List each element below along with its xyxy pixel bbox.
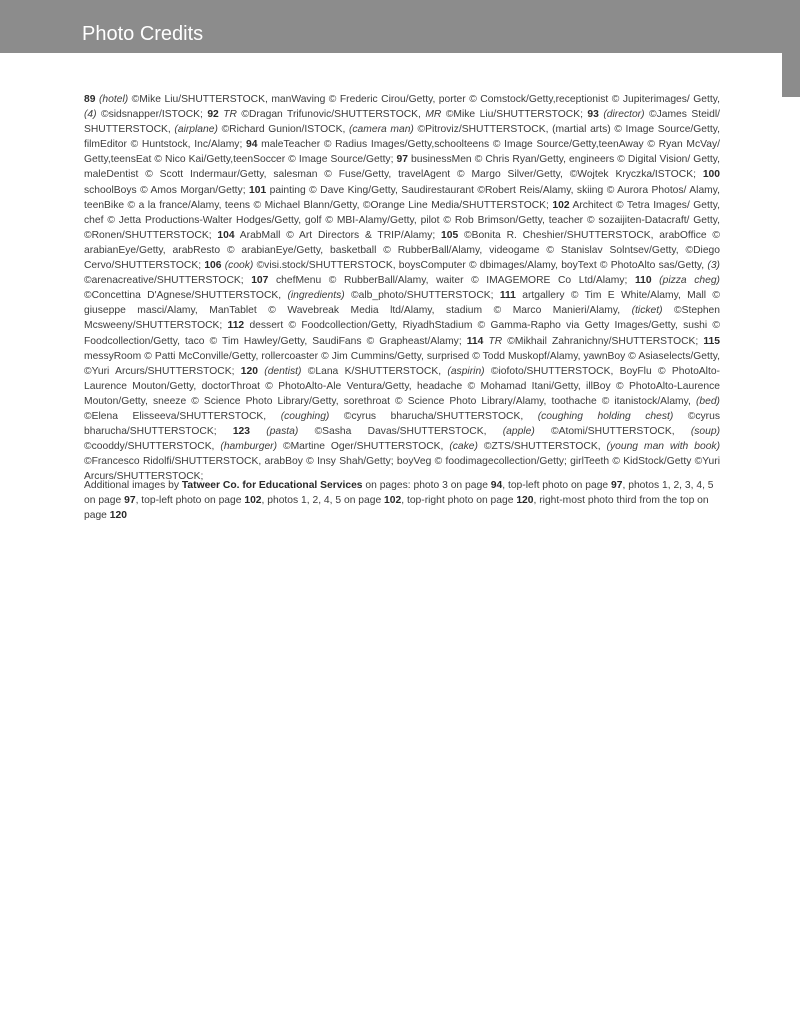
credit-text: ©cyrus bharucha/SHUTTERSTOCK,	[329, 410, 538, 422]
photo-descriptor: (hamburger)	[220, 441, 278, 453]
credit-text: ArabMall © Art Directors & TRIP/Alamy;	[234, 229, 442, 241]
credit-text: ©arenacreative/SHUTTERSTOCK;	[84, 275, 252, 287]
credit-text: , photos 1, 2, 3, 4, 5 on page	[84, 480, 714, 507]
page-number: 102	[384, 495, 402, 507]
credit-text: ©Sasha Davas/SHUTTERSTOCK,	[298, 426, 503, 438]
page-title: Photo Credits	[82, 23, 204, 45]
page-number: 89	[84, 94, 96, 105]
page-number: 104	[217, 229, 235, 241]
credit-text: ©Richard Gunion/ISTOCK,	[217, 124, 349, 136]
photo-descriptor: TR	[223, 109, 237, 121]
page-number: 114	[466, 335, 484, 347]
photo-descriptor: (pasta)	[266, 426, 299, 438]
page-number: 94	[490, 480, 503, 491]
credit-text: , top-right photo on page	[401, 495, 517, 507]
credit-text: ©Mike Liu/SHUTTERSTOCK, manWaving © Frederic Cirou/Getty, porter © Comstock/Getty,receptionist © Jupiterimages/ Getty,	[128, 94, 720, 105]
credit-text: ©Mikhail Zahranichny/SHUTTERSTOCK;	[502, 335, 704, 347]
page-number: 97	[124, 495, 136, 507]
photo-descriptor: MR	[425, 109, 442, 121]
photo-descriptor: (cook)	[224, 260, 254, 272]
credit-text	[250, 426, 266, 437]
page-number: 111	[499, 290, 516, 302]
credit-text: messyRoom © Patti McConville/Getty, rollercoaster © Jim Cummins/Getty, surprised © Todd Muskopf/Alamy, yawnBoy © Asiaselects/Getty, ©Yuri Arcurs/SHUTTERSTOCK;	[84, 350, 720, 377]
credit-text: ©Atomi/SHUTTERSTOCK,	[534, 426, 691, 438]
credit-text: , photos 1, 2, 4, 5 on page	[261, 495, 385, 507]
credit-text: schoolBoys © Amos Morgan/Getty;	[84, 184, 249, 196]
photo-descriptor: (apple)	[502, 426, 535, 438]
photo-descriptor: TR	[488, 335, 503, 347]
page-number: 102	[244, 495, 262, 507]
side-tab	[782, 53, 800, 97]
page-number: 120	[516, 495, 534, 507]
credit-text: ©cooddy/SHUTTERSTOCK,	[84, 441, 221, 453]
photo-credits-text	[84, 92, 720, 484]
photo-descriptor: (pizza cheg)	[659, 275, 720, 287]
credit-text: maleTeacher © Radius Images/Getty,schoolteens © Image Source/Getty,teenAway © Ryan McVay/ Getty,teensEat © Nico Kai/Getty,teenSoccer © Image Source/Getty;	[84, 139, 720, 166]
page-number: 92	[207, 109, 219, 121]
photo-descriptor: (camera man)	[348, 124, 414, 136]
page-number: 101	[249, 184, 267, 196]
photo-descriptor: (coughing)	[280, 410, 330, 422]
credit-text: chefMenu © RubberBall/Alamy, waiter © IMAGEMORE Co Ltd/Alamy;	[268, 275, 635, 287]
credit-text: ©Stephen Mcsweeny/SHUTTERSTOCK;	[84, 305, 720, 332]
page-number: 120	[240, 365, 258, 377]
credit-text: ©cyrus bharucha/SHUTTERSTOCK;	[84, 410, 720, 438]
page-number: 110	[634, 275, 652, 287]
credit-text: , top-left photo on page	[135, 495, 245, 507]
page-number: 107	[251, 275, 269, 287]
credit-text: businessMen © Chris Ryan/Getty, engineers © Digital Vision/ Getty, maleDentist © Scott Indermaur/Getty, salesman © Fuse/Getty, travelAgent © Margo Silver/Getty, ©Wojtek Kryczka/ISTOCK;	[84, 154, 721, 181]
credit-text: Architect © Tetra Images/ Getty, chef © Jetta Productions-Walter Hodges/Getty, golf © MBI-Alamy/Getty, pilot © Rob Brimson/Getty, teacher © sozaijiten-Datacraft/ Getty, ©Ronen/SHUTTERSTOCK;	[84, 199, 720, 241]
page-number: 105	[441, 229, 459, 241]
photo-descriptor: (ticket)	[631, 305, 663, 317]
photo-descriptor: (ingredients)	[287, 290, 345, 302]
credit-text: ©visi.stock/SHUTTERSTOCK, boysComputer © dbimages/Alamy, boyText © PhotoAlto sas/Getty,	[253, 260, 708, 272]
page-number: 94	[246, 139, 258, 151]
credit-text: ©Francesco Ridolfi/SHUTTERSTOCK, arabBoy © Insy Shah/Getty; boyVeg © foodimagecollection/Getty; girlTeeth © KidStock/Getty ©Yuri Arcurs/SHUTTERSTOCK;	[84, 456, 720, 483]
page-number: 112	[227, 320, 245, 332]
photo-descriptor: (soup)	[690, 426, 720, 438]
page-number: 100	[702, 169, 720, 181]
photo-descriptor: (director)	[603, 109, 645, 121]
additional-images-text	[84, 478, 720, 523]
credit-text: Additional images by	[84, 480, 182, 491]
credit-text: ©ZTS/SHUTTERSTOCK,	[477, 441, 607, 453]
credit-text: ©Concettina D'Agnese/SHUTTERSTOCK,	[84, 290, 288, 302]
credit-text: ©James Steidl/ SHUTTERSTOCK,	[84, 109, 720, 136]
photo-descriptor: (young man with book)	[606, 441, 720, 453]
credit-text: artgallery © Tim E White/Alamy, Mall © giuseppe masci/Alamy, ManTablet © Wavebreak Media ltd/Alamy, stadium © Marco Manieri/Alamy,	[84, 290, 720, 317]
credit-text: dessert © Foodcollection/Getty, RiyadhStadium © Gamma-Rapho via Getty Images/Getty, sushi © Foodcollection/Getty, taco © Tim Hawley/Getty, SaudiFans © Grapheast/Alamy;	[84, 320, 720, 347]
credit-text: ©Lana K/SHUTTERSTOCK,	[301, 365, 448, 377]
page-number: 102	[552, 199, 570, 211]
credit-text: ©Dragan Trifunovic/SHUTTERSTOCK,	[236, 109, 426, 121]
credit-text: ©sidsnapper/ISTOCK;	[96, 109, 208, 121]
credit-text: on pages: photo 3 on page	[362, 480, 491, 491]
credit-text: painting © Dave King/Getty, Saudirestaurant ©Robert Reis/Alamy, skiing © Aurora Photos/ Alamy, teenBike © a la france/Alamy, teens © Michael Blann/Getty, ©Orange Line Media/SHUTTERSTOCK;	[84, 184, 720, 211]
credit-text: ©Mike Liu/SHUTTERSTOCK;	[441, 109, 588, 121]
credit-text: , right-most photo third from the top on page	[84, 495, 709, 522]
photo-descriptor: (3)	[707, 260, 720, 272]
photo-descriptor: (dentist)	[264, 365, 302, 377]
credit-text: , top-left photo on page	[502, 480, 612, 491]
photo-descriptor: (cake)	[449, 441, 478, 453]
photo-descriptor: (bed)	[695, 395, 720, 407]
credit-text: ©alb_photo/SHUTTERSTOCK;	[344, 290, 500, 302]
credit-text: ©Bonita R. Cheshier/SHUTTERSTOCK, arabOffice © arabianEye/Getty, arabResto © arabianEye/Getty, basketball © RubberBall/Alamy, videogame © Stanislav Solntsev/Getty, ©Diego Cervo/SHUTTERSTOCK;	[84, 229, 720, 272]
photo-descriptor: (4)	[84, 109, 97, 121]
page-number: 123	[232, 426, 251, 438]
credit-text: ©Martine Oger/SHUTTERSTOCK,	[277, 441, 450, 453]
photo-descriptor: (aspirin)	[447, 365, 485, 377]
header-bar	[0, 0, 800, 53]
page-number: 93	[587, 109, 599, 121]
credit-text: ©Pitroviz/SHUTTERSTOCK, (martial arts) © Image Source/Getty, filmEditor © Huntstock, Inc/Alamy;	[84, 124, 720, 151]
page-number: 97	[611, 480, 623, 491]
photo-descriptor: (airplane)	[174, 124, 218, 136]
page-number: Tatweer Co. for Educational Services	[181, 480, 363, 491]
page-number: 120	[109, 510, 127, 522]
page-number: 115	[703, 335, 720, 347]
photo-descriptor: (hotel)	[98, 94, 129, 105]
page-number: 106	[204, 260, 222, 272]
credit-text: ©Elena Elisseeva/SHUTTERSTOCK,	[84, 410, 281, 422]
credit-text: ©iofoto/SHUTTERSTOCK, BoyFlu © PhotoAlto-Laurence Mouton/Getty, doctorThroat © PhotoAlto-Ale Ventura/Getty, headache © Mohamad Itani/Getty, illBoy © PhotoAlto-Laurence Mouton/Getty, sneeze © Science Photo Library/Getty, sorethroat © Science Photo Library/Alamy, toothache © itanistock/Alamy,	[84, 365, 720, 407]
photo-descriptor: (coughing holding chest)	[537, 410, 674, 422]
page-number: 97	[396, 154, 408, 166]
